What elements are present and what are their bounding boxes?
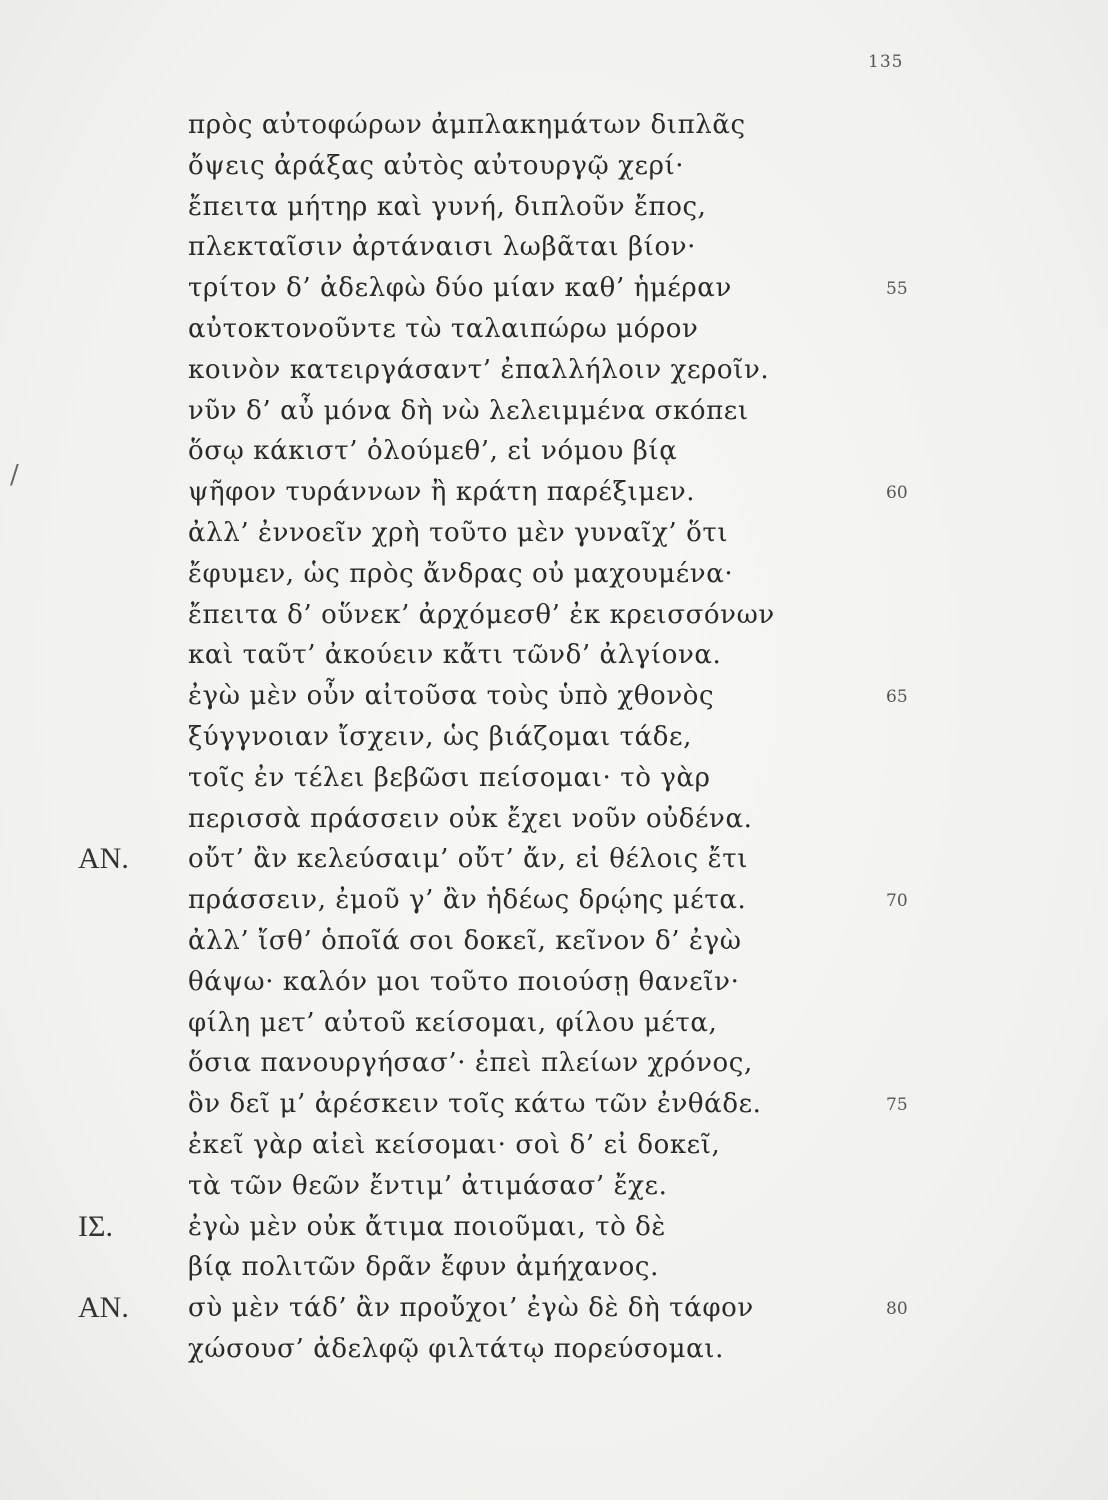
verse-text: χώσουσ’ ἀδελφῷ φιλτάτῳ πορεύσομαι.: [188, 1334, 724, 1364]
verse-line: [0, 759, 1108, 800]
line-number: 65: [886, 687, 908, 708]
verse-line: [0, 1044, 1108, 1085]
verse-text: θάψω· καλόν μοι τοῦτο ποιούσῃ θανεῖν·: [188, 966, 740, 997]
verse-text: ἐγὼ μὲν οὐκ ἄτιμα ποιοῦμαι, τὸ δὲ: [188, 1211, 666, 1242]
verse-text: ἀλλ’ ἴσθ’ ὁποῖά σοι δοκεῖ, κεῖνον δ’ ἐγὼ: [188, 926, 742, 956]
verse-text: πράσσειν, ἐμοῦ γ’ ἂν ἡδέως δρῴης μέτα.: [188, 885, 747, 916]
verse-line: [0, 106, 1108, 147]
verse-text: ἔπειτα δ’ οὕνεκ’ ἀρχόμεσθ’ ἐκ κρεισσόνων: [188, 599, 775, 630]
verse-line: [0, 228, 1108, 269]
line-number: 55: [886, 279, 908, 300]
verse-line: [0, 636, 1108, 677]
verse-text: ὄψεις ἀράξας αὐτὸς αὐτουργῷ χερί·: [188, 150, 685, 181]
verse-line: [0, 1167, 1108, 1208]
verse-text: σὺ μὲν τάδ’ ἂν προὔχοι’ ἐγὼ δὲ δὴ τάφον: [188, 1293, 754, 1324]
verse-text: ἐκεῖ γὰρ αἰεὶ κείσομαι· σοὶ δ’ εἰ δοκεῖ,: [188, 1130, 721, 1160]
verse-line: [0, 1248, 1108, 1289]
verse-line: [0, 432, 1108, 473]
line-number: 60: [886, 483, 908, 504]
verse-line: [0, 1208, 1108, 1249]
verse-line: [0, 269, 1108, 310]
verse-text: ἔφυμεν, ὡς πρὸς ἄνδρας οὐ μαχουμένα·: [188, 558, 734, 589]
verse-line: [0, 922, 1108, 963]
verse-text: ἔπειτα μήτηρ καὶ γυνή, διπλοῦν ἔπος,: [188, 191, 707, 222]
verse-line: [0, 881, 1108, 922]
verse-text: οὔτ’ ἂν κελεύσαιμ’ οὔτ’ ἄν, εἰ θέλοις ἔτι: [188, 844, 748, 875]
margin-mark: /: [10, 460, 19, 490]
verse-line: [0, 555, 1108, 596]
verse-text: ὅσια πανουργήσασ’· ἐπεὶ πλείων χρόνος,: [188, 1048, 753, 1079]
verse-line: [0, 963, 1108, 1004]
verse-line: [0, 677, 1108, 718]
speaker-label: ΙΣ.: [78, 1209, 113, 1243]
verse-text: περισσὰ πράσσειν οὐκ ἔχει νοῦν οὐδένα.: [188, 803, 753, 834]
speaker-label: ΑΝ.: [78, 842, 129, 876]
verse-text: τοῖς ἐν τέλει βεβῶσι πείσομαι· τὸ γὰρ: [188, 762, 711, 793]
verse-line: [0, 800, 1108, 841]
verse-line: [0, 1004, 1108, 1045]
verse-text: ψῆφον τυράννων ἢ κράτη παρέξιμεν.: [188, 477, 696, 508]
verse-text: αὐτοκτονοῦντε τὼ ταλαιπώρω μόρον: [188, 314, 699, 344]
verse-text: ὅσῳ κάκιστ’ ὀλούμεθ’, εἰ νόμου βίᾳ: [188, 436, 678, 467]
speaker-label: ΑΝ.: [78, 1291, 129, 1325]
line-number: 80: [886, 1299, 908, 1320]
verse-line: [0, 1289, 1108, 1330]
verse-line: [0, 1126, 1108, 1167]
verse-text: βίᾳ πολιτῶν δρᾶν ἔφυν ἀμήχανος.: [188, 1252, 659, 1283]
verse-line: [0, 147, 1108, 188]
verse-text: κοινὸν κατειργάσαντ’ ἐπαλλήλοιν χεροῖν.: [188, 354, 770, 385]
verse-text: ἀλλ’ ἐννοεῖν χρὴ τοῦτο μὲν γυναῖχ’ ὅτι: [188, 518, 729, 548]
verse-text: πρὸς αὐτοφώρων ἀμπλακημάτων διπλᾶς: [188, 110, 746, 140]
verse-line: [0, 1085, 1108, 1126]
verse-line: [0, 310, 1108, 351]
verse-text: πλεκταῖσιν ἀρτάναισι λωβᾶται βίον·: [188, 232, 697, 263]
verse-text: ἐγὼ μὲν οὖν αἰτοῦσα τοὺς ὑπὸ χθονὸς: [188, 681, 715, 712]
verse-line: [0, 514, 1108, 555]
line-number: 75: [886, 1095, 908, 1116]
verse-text: ξύγγνοιαν ἴσχειν, ὡς βιάζομαι τάδε,: [188, 722, 692, 752]
verse-line: [0, 392, 1108, 433]
verse-text: νῦν δ’ αὖ μόνα δὴ νὼ λελειμμένα σκόπει: [188, 395, 749, 426]
verse-line: [0, 1330, 1108, 1371]
verse-line: [0, 718, 1108, 759]
verse-line: [0, 188, 1108, 229]
verse-text: καὶ ταῦτ’ ἀκούειν κἄτι τῶνδ’ ἀλγίονα.: [188, 640, 722, 671]
verse-text: τρίτον δ’ ἀδελφὼ δύο μίαν καθ’ ἡμέραν: [188, 273, 732, 304]
verse-text: τὰ τῶν θεῶν ἔντιμ’ ἀτιμάσασ’ ἔχε.: [188, 1170, 668, 1201]
page-number: 135: [868, 52, 904, 72]
verse-line: [0, 840, 1108, 881]
line-number: 70: [886, 891, 908, 912]
verse-text: φίλη μετ’ αὐτοῦ κείσομαι, φίλου μέτα,: [188, 1007, 718, 1038]
verse-line: [0, 473, 1108, 514]
verse-line: [0, 596, 1108, 637]
verse-line: [0, 351, 1108, 392]
verse-text: ὃν δεῖ μ’ ἀρέσκειν τοῖς κάτω τῶν ἐνθάδε.: [188, 1089, 762, 1120]
